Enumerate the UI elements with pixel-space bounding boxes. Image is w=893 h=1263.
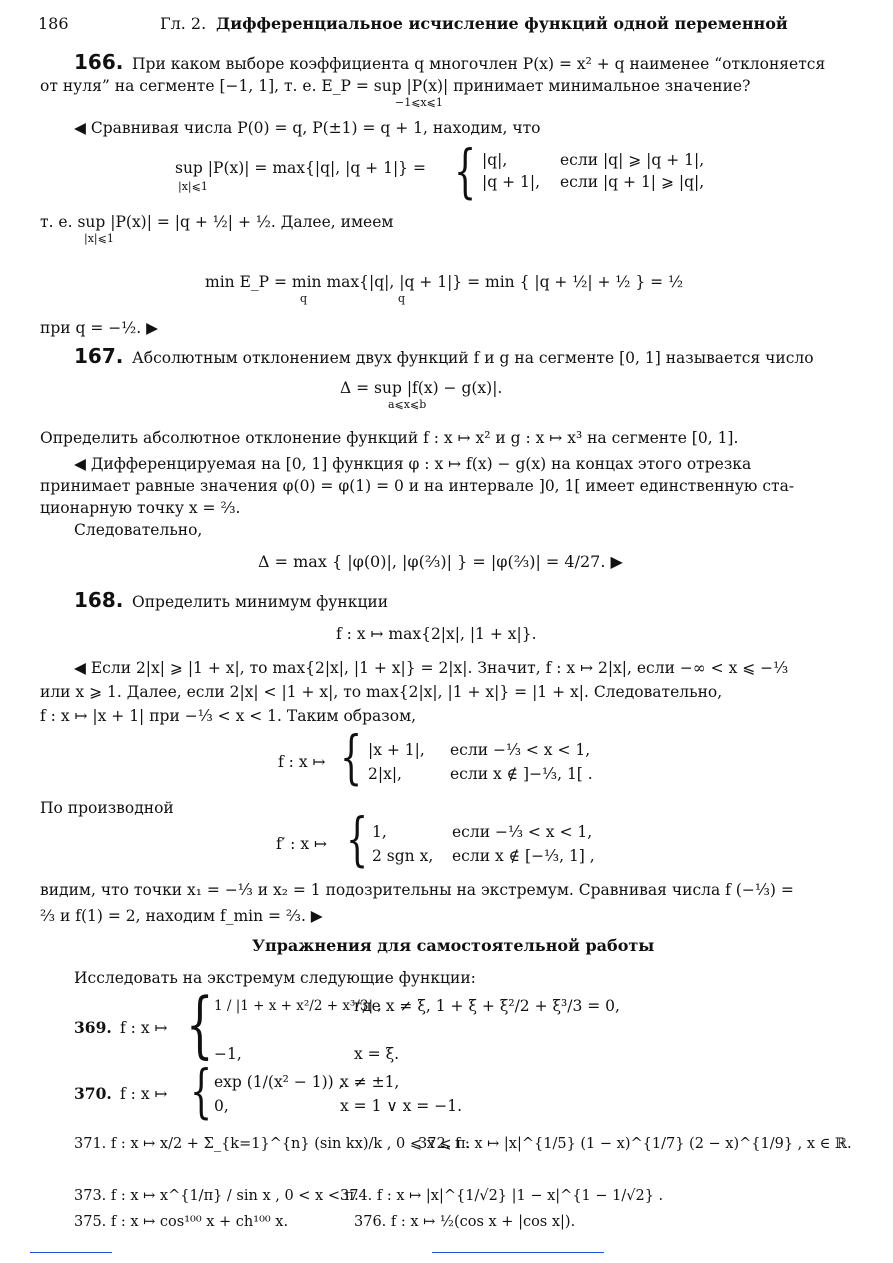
exercise-369-case1-cond: где x ≠ ξ, 1 + ξ + ξ²/2 + ξ³/3 = 0, (354, 997, 620, 1015)
problem-168-sol5: ⅔ и f(1) = 2, находим f_min = ⅔. ▶ (40, 907, 323, 925)
footer-link-underline-left[interactable] (30, 1252, 112, 1253)
exercise-369-lhs: f : x ↦ (120, 1019, 168, 1037)
problem-167-sol2: принимает равные значения φ(0) = φ(1) = 0 и на интервале ]0, 1[ имеет единственную ста- (40, 477, 795, 495)
fp-case2-value: 2 sgn x, (372, 847, 434, 865)
case1-value: |q|, (482, 151, 508, 169)
exercises-intro: Исследовать на экстремум следующие функции: (74, 969, 476, 987)
fp-lhs: f′ : x ↦ (276, 835, 327, 853)
exercise-373: 373. f : x ↦ x^{1/π} / sin x , 0 < x < π. (74, 1188, 359, 1204)
f-lhs: f : x ↦ (278, 753, 326, 771)
exercise-375: 375. f : x ↦ cos¹⁰⁰ x + ch¹⁰⁰ x. (74, 1214, 289, 1230)
problem-166-line2: от нуля” на сегменте [−1, 1], т. е. E_P = sup |P(x)| принимает минимальное значение? (40, 77, 751, 95)
exercise-369-case1: 1 / |1 + x + x²/2 + x³/3| , (214, 998, 382, 1014)
problem-166-te-line: т. е. sup |P(x)| = |q + ½| + ½. Далее, имеем (40, 213, 394, 231)
fp-case1-condition: если −⅓ < x < 1, (452, 823, 593, 841)
chapter-title: Дифференциальное исчисление функций одной переменной (216, 14, 788, 33)
f-case1-value: |x + 1|, (368, 741, 425, 759)
problem-168-sol4: видим, что точки x₁ = −⅓ и x₂ = 1 подозрительны на экстремум. Сравнивая числа f (−⅓) = (40, 881, 794, 899)
problem-167-sol3: ционарную точку x = ⅔. (40, 499, 241, 517)
left-brace: { (190, 1057, 213, 1125)
exercise-370-lhs: f : x ↦ (120, 1085, 168, 1103)
exercises-heading: Упражнения для самостоятельной работы (252, 936, 655, 955)
problem-166-case-lhs: sup |P(x)| = max{|q|, |q + 1|} = (175, 159, 426, 177)
left-brace: { (340, 723, 363, 791)
fp-case2-condition: если x ∉ [−⅓, 1] , (452, 847, 595, 865)
problem-167-line1: Абсолютным отклонением двух функций f и g на сегменте [0, 1] называется число (132, 349, 814, 367)
chapter-label: Гл. 2. (160, 14, 207, 33)
problem-167-result: Δ = max { |φ(0)|, |φ(⅔)| } = |φ(⅔)| = 4/27. ▶ (258, 552, 623, 571)
left-brace: { (186, 982, 214, 1066)
case2-value: |q + 1|, (482, 173, 540, 191)
problem-168-sol2: или x ⩾ 1. Далее, если 2|x| < |1 + x|, то max{2|x|, |1 + x|} = |1 + x|. Следовательно, (40, 683, 723, 701)
problem-168-line1: Определить минимум функции (132, 593, 389, 611)
exercise-376: 376. f : x ↦ ½(cos x + |cos x|). (354, 1214, 576, 1230)
problem-166-min-line: min E_P = min max{|q|, |q + 1|} = min { |q + ½| + ½ } = ½ (205, 273, 684, 291)
problem-168-func: f : x ↦ max{2|x|, |1 + x|}. (336, 625, 537, 643)
exercise-370-case2: 0, (214, 1097, 229, 1115)
problem-166-sup-subscript: −1⩽x⩽1 (395, 96, 443, 109)
exercise-369-case2: −1, (214, 1045, 242, 1063)
problem-166-solution-1: ◀ Сравнивая числа P(0) = q, P(±1) = q + 1, находим, что (74, 119, 541, 137)
case2-condition: если |q + 1| ⩾ |q|, (560, 173, 705, 191)
problem-167-delta: Δ = sup |f(x) − g(x)|. (340, 379, 503, 397)
derivative-label: По производной (40, 799, 174, 817)
left-brace: { (346, 805, 369, 873)
f-case1-condition: если −⅓ < x < 1, (450, 741, 591, 759)
page-number: 186 (38, 14, 69, 33)
exercise-369-case2-cond: x = ξ. (354, 1045, 400, 1063)
problem-166-min-sub: q q (300, 292, 405, 305)
problem-number-166: 166. (74, 50, 124, 74)
problem-number-167: 167. (74, 344, 124, 368)
footer-link-underline-right[interactable] (432, 1252, 604, 1253)
exercise-370-label: 370. (74, 1084, 112, 1103)
problem-166-end: при q = −½. ▶ (40, 319, 159, 337)
exercise-370-case1: exp (1/(x² − 1)) , (214, 1073, 344, 1091)
problem-167-sol1: ◀ Дифференцируемая на [0, 1] функция φ : x ↦ f(x) − g(x) на концах этого отрезка (74, 455, 752, 473)
exercise-370-case2-cond: x = 1 ∨ x = −1. (340, 1097, 463, 1115)
f-case2-condition: если x ∉ ]−⅓, 1[ . (450, 765, 593, 783)
exercise-370-case1-cond: x ≠ ±1, (340, 1073, 400, 1091)
problem-167-task: Определить абсолютное отклонение функций f : x ↦ x² и g : x ↦ x³ на сегменте [0, 1]. (40, 429, 739, 447)
problem-166-case-sub: |x|⩽1 (178, 180, 208, 193)
left-brace: { (454, 137, 477, 205)
problem-number-168: 168. (74, 588, 124, 612)
fp-case1-value: 1, (372, 823, 387, 841)
case1-condition: если |q| ⩾ |q + 1|, (560, 151, 705, 169)
f-case2-value: 2|x|, (368, 765, 402, 783)
problem-168-sol3: f : x ↦ |x + 1| при −⅓ < x < 1. Таким образом, (40, 707, 417, 725)
exercise-372: 372. f : x ↦ |x|^{1/5} (1 − x)^{1/7} (2 − x)^{1/9} , x ∈ ℝ. (418, 1136, 852, 1152)
problem-167-delta-sub: a⩽x⩽b (388, 398, 427, 411)
problem-166-line1: При каком выборе коэффициента q многочлен P(x) = x² + q наименее “отклоняется (132, 55, 826, 73)
exercise-369-label: 369. (74, 1018, 112, 1037)
problem-167-sol4: Следовательно, (74, 521, 203, 539)
exercise-374: 374. f : x ↦ |x|^{1/√2} |1 − x|^{1 − 1/√2} . (340, 1188, 664, 1204)
exercise-371: 371. f : x ↦ x/2 + Σ_{k=1}^{n} (sin kx)/k , 0 ⩽ x ⩽ π. (74, 1136, 471, 1152)
problem-166-te-sub: |x|⩽1 (84, 232, 114, 245)
problem-168-sol1: ◀ Если 2|x| ⩾ |1 + x|, то max{2|x|, |1 + x|} = 2|x|. Значит, f : x ↦ 2|x|, если −∞ < x ⩽ −⅓ (74, 659, 789, 677)
